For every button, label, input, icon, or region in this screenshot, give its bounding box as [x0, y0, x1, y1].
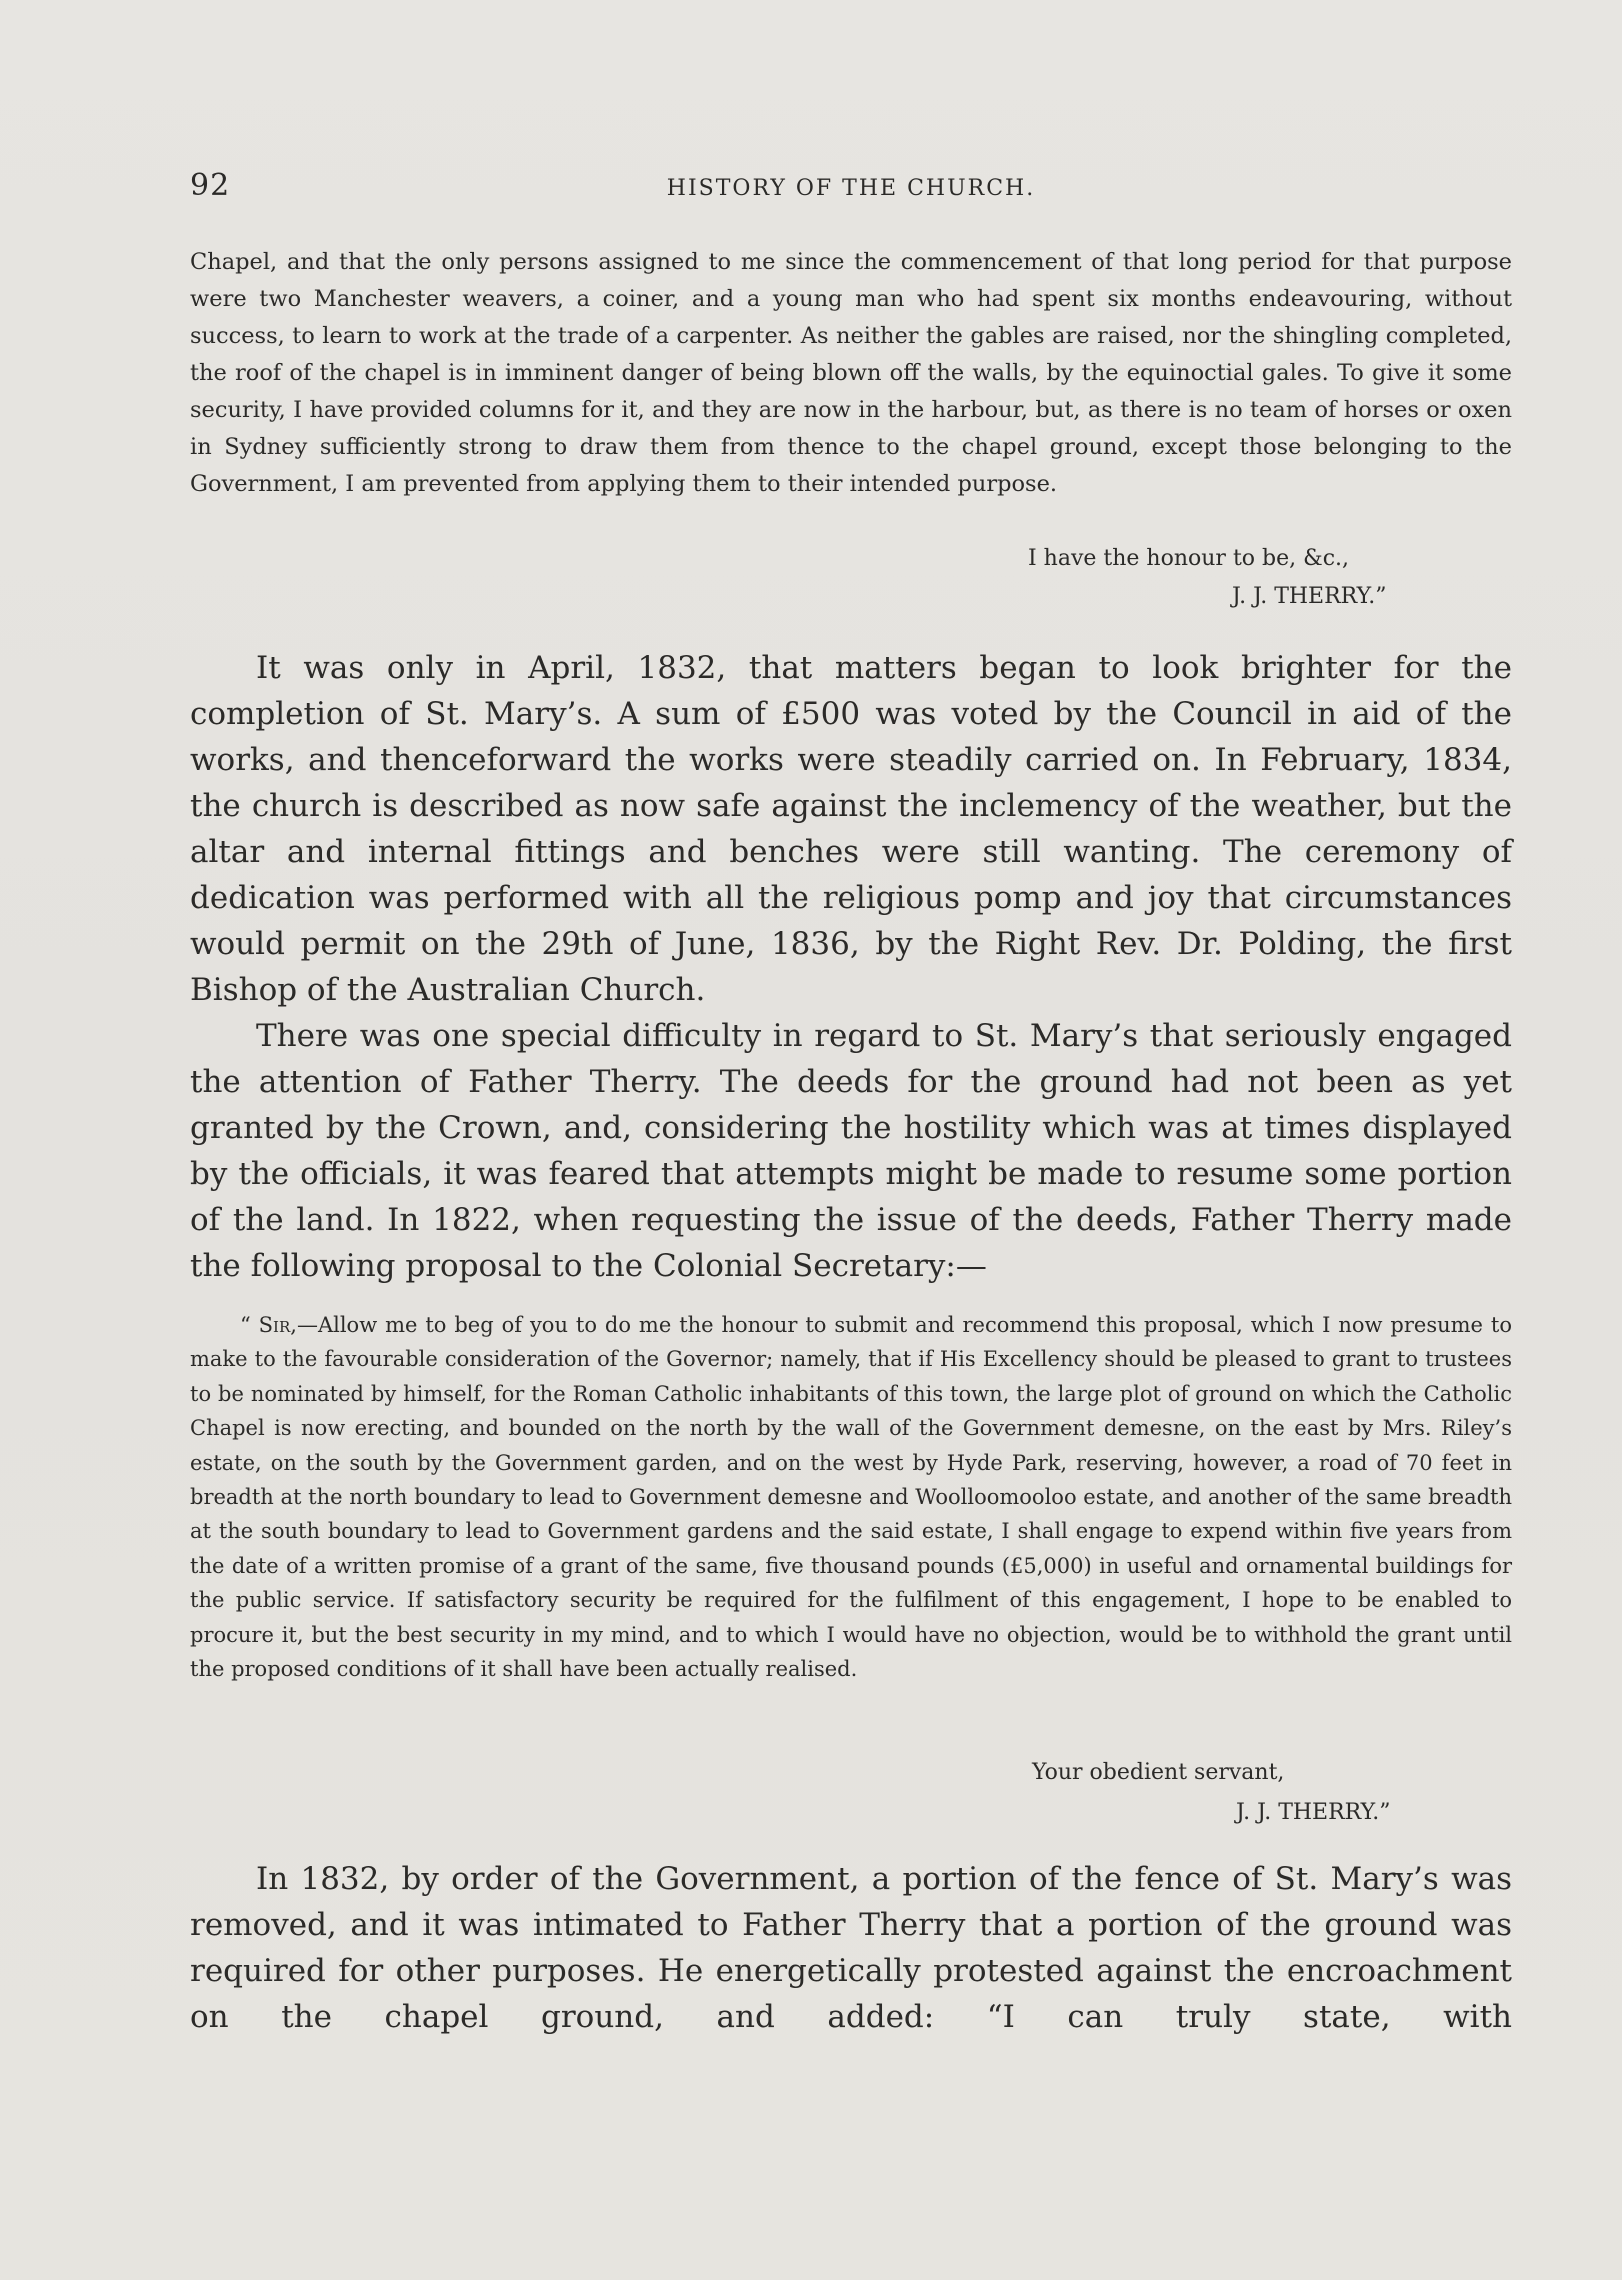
letter-closing: I have the honour to be, &c.,: [1028, 546, 1349, 571]
page-number: 92: [190, 168, 231, 203]
quoted-letter: [190, 1308, 1512, 1686]
quoted-letter-text: —Allow me to beg of you to do me the honour to submit and recommend this proposal, which I now presume to make to the favourable consideration of the Governor; namely, that if His Excellency should be pleased to grant to trustees to be nominated by himself, for the Roman Catholic inhabitants of this town, the large plot of ground on which the Catholic Chapel is now erecting, and bounded on the north by the wall of the Government demesne, on the east by Mrs. Riley’s estate, on the south by the Government garden, and on the west by Hyde Park, reserving, however, a road of 70 feet in breadth at the north boundary to lead to Government demesne and Woolloomooloo estate, and another of the same breadth at the south boundary to lead to Government gardens and the said estate, I shall engage to expend within five years from the date of a written promise of a grant of the same, five thousand pounds (£5,000) in useful and ornamental buildings for the public service. If satisfactory security be required for the fulfilment of this engagement, I hope to be enabled to procure it, but the best security in my mind, and to which I would have no objection, would be to withhold the grant until the proposed conditions of it shall have been actually realised.: [190, 1313, 1512, 1682]
body-text-continued: [190, 1856, 1512, 2040]
letter-paragraph: Chapel, and that the only persons assigned to me since the commencement of that long period for that purpose were two Manchester weavers, a coiner, and a young man who had spent six months endeavouring, without success, to learn to work at the trade of a carpenter. As neither the gables are raised, nor the shingling completed, the roof of the chapel is in imminent danger of being blown off the walls, by the equinoctial gales. To give it some security, I have provided columns for it, and they are now in the harbour, but, as there is no team of horses or oxen in Sydney sufficiently strong to draw them from thence to the chapel ground, except those belonging to the Government, I am prevented from applying them to their intended purpose.: [190, 249, 1512, 497]
quoted-letter-signature: J. J. THERRY.”: [1236, 1800, 1391, 1825]
body-paragraph: There was one special difficulty in regard to St. Mary’s that seriously engaged the attention of Father Therry. The deeds for the ground had not been as yet granted by the Crown, and, considering the hostility which was at times displayed by the officials, it was feared that attempts might be made to resume some portion of the land. In 1822, when requesting the issue of the deeds, Father Therry made the following proposal to the Colonial Secretary:—: [190, 1018, 1512, 1284]
salutation: “ Sir,: [240, 1313, 297, 1337]
letter-continuation: [190, 244, 1512, 503]
running-head: HISTORY OF THE CHURCH.: [666, 176, 1036, 201]
letter-signature: J. J. THERRY.”: [1232, 584, 1387, 609]
body-paragraph: In 1832, by order of the Government, a portion of the fence of St. Mary’s was removed, and it was intimated to Father Therry that a portion of the ground was required for other purposes. He energetically protested against the encroachment on the chapel ground, and added: “I can truly state, with: [190, 1861, 1512, 2035]
body-paragraph: It was only in April, 1832, that matters began to look brighter for the completion of St. Mary’s. A sum of £500 was voted by the Council in aid of the works, and thenceforward the works were steadily carried on. In February, 1834, the church is described as now safe against the inclemency of the weather, but the altar and internal fittings and benches were still wanting. The ceremony of dedication was performed with all the religious pomp and joy that circumstances would permit on the 29th of June, 1836, by the Right Rev. Dr. Polding, the first Bishop of the Australian Church.: [190, 650, 1512, 1008]
quoted-letter-closing: Your obedient servant,: [1032, 1760, 1285, 1785]
page-header: [190, 168, 1512, 208]
quoted-letter-paragraph: [190, 1308, 1512, 1686]
body-text: [190, 645, 1512, 1289]
